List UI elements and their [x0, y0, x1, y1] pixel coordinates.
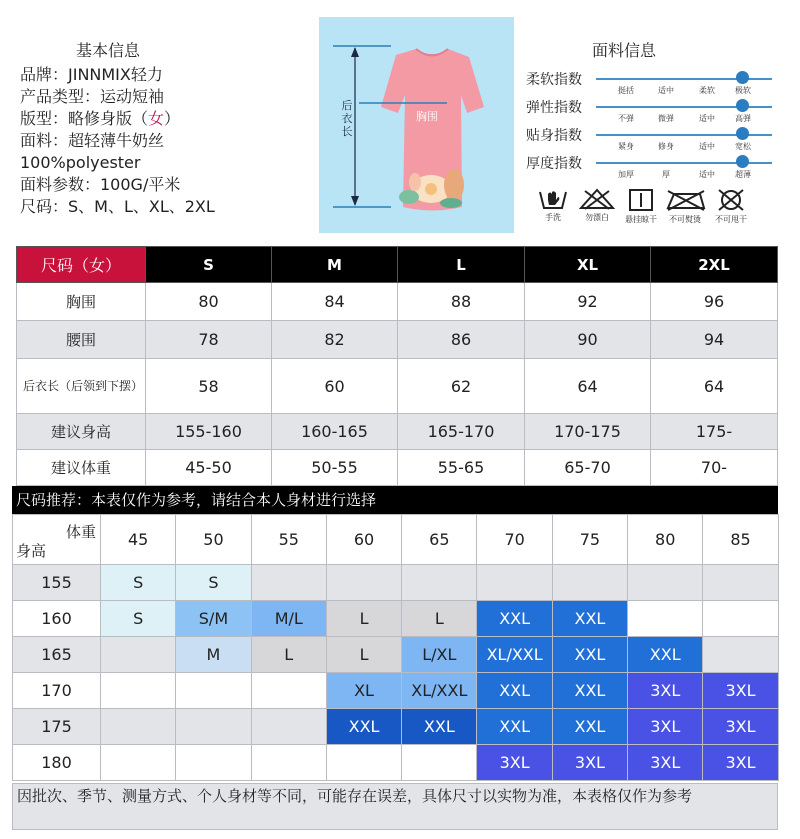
- recommend-size-cell: L/XL: [402, 637, 477, 673]
- fabric-index-row: [524, 151, 786, 179]
- fabric-index-option: 加厚: [618, 170, 634, 179]
- fabric-index-marker: [736, 127, 749, 140]
- height-cell: 160: [13, 601, 101, 637]
- weight-line: 面料参数：100G/平米: [20, 175, 181, 194]
- recommend-size-cell: [251, 673, 326, 709]
- recommend-size-cell: M/L: [251, 601, 326, 637]
- size-table-row: [17, 413, 778, 449]
- height-cell: 165: [13, 637, 101, 673]
- recommend-bar: 尺码推荐：本表仅作为参考，请结合本人身材进行选择: [12, 486, 778, 514]
- size-row-label: 建议体重: [17, 449, 146, 485]
- care-item: [532, 188, 574, 223]
- size-value-cell: 88: [398, 283, 525, 321]
- recommend-size-cell: [176, 745, 251, 781]
- size-header-cell: L: [398, 247, 525, 283]
- size-value-cell: 62: [398, 359, 525, 413]
- fabric-index-option: 适中: [658, 86, 674, 95]
- recommend-size-cell: S: [101, 565, 176, 601]
- recommend-size-cell: [703, 637, 778, 673]
- recommend-size-cell: [251, 709, 326, 745]
- fabric-index-list: [524, 67, 786, 179]
- fabric-index-name: 柔软指数: [526, 72, 582, 88]
- fabric-index-option: 适中: [699, 142, 715, 151]
- height-cell: 155: [13, 565, 101, 601]
- care-label: 勿漂白: [585, 213, 609, 222]
- size-value-cell: 82: [272, 321, 398, 359]
- recommend-size-cell: [628, 601, 703, 637]
- size-value-cell: 64: [651, 359, 778, 413]
- recommend-size-cell: [703, 565, 778, 601]
- size-value-cell: 64: [525, 359, 651, 413]
- weight-header-cell: 45: [101, 515, 176, 565]
- size-header-cell: 尺码（女）: [17, 247, 146, 283]
- size-value-cell: 92: [525, 283, 651, 321]
- recommend-size-cell: XXL: [552, 673, 627, 709]
- size-value-cell: 90: [525, 321, 651, 359]
- weight-axis-label: 体重: [65, 523, 96, 541]
- fabric-index-option: 适中: [699, 114, 715, 123]
- size-value-cell: 160-165: [272, 413, 398, 449]
- recommend-size-cell: XXL: [552, 709, 627, 745]
- no-bleach-icon: [579, 188, 615, 210]
- fabric-index-option: 不弹: [618, 114, 634, 123]
- size-header-cell: XL: [525, 247, 651, 283]
- size-header-cell: S: [146, 247, 272, 283]
- size-table-row: [17, 449, 778, 485]
- fabric-info-panel: [524, 38, 786, 224]
- recommend-size-cell: XXL: [402, 709, 477, 745]
- no-iron-icon: [664, 188, 708, 212]
- no-tumble-dry-icon: [714, 188, 748, 212]
- size-row-label: 腰围: [17, 321, 146, 359]
- height-cell: 175: [13, 709, 101, 745]
- weight-header-cell: 65: [402, 515, 477, 565]
- basic-info-title: 基本信息: [76, 41, 141, 60]
- care-item: [710, 188, 752, 225]
- care-label: 手洗: [545, 213, 561, 222]
- fabric-index-name: 贴身指数: [526, 128, 582, 144]
- brand-line: 品牌：JINNMIX轻力: [20, 65, 163, 84]
- recommend-size-cell: 3XL: [703, 709, 778, 745]
- recommend-size-cell: [101, 673, 176, 709]
- size-row-label: 建议身高: [17, 413, 146, 449]
- recommend-size-cell: 3XL: [552, 745, 627, 781]
- size-header-cell: 2XL: [651, 247, 778, 283]
- recommend-size-cell: 3XL: [477, 745, 552, 781]
- size-value-cell: 58: [146, 359, 272, 413]
- height-cell: 170: [13, 673, 101, 709]
- recommend-table: [12, 514, 779, 781]
- recommend-size-cell: L: [326, 637, 401, 673]
- basic-info-panel: [20, 38, 310, 218]
- fabric-index-option: 紧身: [618, 142, 634, 151]
- size-value-cell: 86: [398, 321, 525, 359]
- hang-dry-icon: [628, 188, 654, 212]
- recommend-size-cell: S: [101, 601, 176, 637]
- fit-prefix: 版型：略修身版（: [20, 109, 149, 128]
- fit-highlight: 女: [148, 109, 165, 128]
- recommend-size-cell: S: [176, 565, 251, 601]
- size-value-cell: 170-175: [525, 413, 651, 449]
- recommend-size-cell: [101, 637, 176, 673]
- fabric-index-option: 高弹: [735, 114, 751, 123]
- back-length-label: 后衣长: [341, 99, 353, 138]
- fit-suffix: ）: [164, 109, 181, 128]
- fabric-info-title: 面料信息: [592, 41, 657, 60]
- size-value-cell: 50-55: [272, 449, 398, 485]
- size-value-cell: 165-170: [398, 413, 525, 449]
- recommend-size-cell: XXL: [552, 637, 627, 673]
- weight-header-cell: 85: [703, 515, 778, 565]
- chest-label: 胸围: [416, 110, 438, 123]
- size-value-cell: 70-: [651, 449, 778, 485]
- height-axis-label: 身高: [16, 542, 47, 560]
- care-label: 不可熨烫: [669, 215, 701, 224]
- weight-header-cell: 75: [552, 515, 627, 565]
- size-value-cell: 155-160: [146, 413, 272, 449]
- product-type-line: 产品类型：运动短袖: [20, 87, 165, 106]
- recommend-size-cell: XXL: [628, 637, 703, 673]
- care-label: 不可甩干: [715, 215, 747, 224]
- size-value-cell: 94: [651, 321, 778, 359]
- size-value-cell: 80: [146, 283, 272, 321]
- recommend-size-cell: [477, 565, 552, 601]
- recommend-size-cell: [176, 709, 251, 745]
- sizes-line: 尺码：S、M、L、XL、2XL: [20, 197, 215, 216]
- fit-line: [20, 108, 310, 130]
- weight-header-cell: 60: [326, 515, 401, 565]
- weight-header-cell: 50: [176, 515, 251, 565]
- size-value-cell: 175-: [651, 413, 778, 449]
- size-table-row: [17, 283, 778, 321]
- recommend-row: [13, 601, 779, 637]
- size-table-row: [17, 321, 778, 359]
- fabric-index-row: [524, 67, 786, 95]
- recommend-size-cell: [101, 709, 176, 745]
- size-value-cell: 84: [272, 283, 398, 321]
- recommend-row: [13, 709, 779, 745]
- recommend-size-cell: [402, 565, 477, 601]
- recommend-size-cell: [552, 565, 627, 601]
- recommend-size-cell: XL/XXL: [477, 637, 552, 673]
- fabric-index-marker: [736, 71, 749, 84]
- recommend-size-cell: [326, 565, 401, 601]
- weight-header-cell: 80: [628, 515, 703, 565]
- size-table-header: [17, 247, 778, 283]
- weight-header-cell: 55: [251, 515, 326, 565]
- size-value-cell: 78: [146, 321, 272, 359]
- recommend-size-cell: [251, 745, 326, 781]
- recommend-size-cell: L: [402, 601, 477, 637]
- recommend-size-cell: 3XL: [628, 709, 703, 745]
- recommend-size-cell: 3XL: [628, 745, 703, 781]
- fabric-index-option: 适中: [699, 170, 715, 179]
- fabric-index-option: 宽松: [735, 142, 751, 151]
- recommend-size-cell: [402, 745, 477, 781]
- shirt-illustration: [319, 17, 514, 233]
- recommend-size-cell: 3XL: [703, 673, 778, 709]
- recommend-size-cell: L: [326, 601, 401, 637]
- care-label: 悬挂晾干: [625, 215, 657, 224]
- corner-cell: [13, 515, 101, 565]
- fabric-index-option: 厚: [662, 170, 670, 179]
- hand-wash-icon: [538, 188, 568, 210]
- fabric-index-marker: [736, 99, 749, 112]
- size-row-label: 后衣长（后领到下摆）: [17, 359, 146, 413]
- fabric-index-option: 超薄: [735, 170, 751, 179]
- size-value-cell: 60: [272, 359, 398, 413]
- fabric-index-option: 修身: [658, 142, 674, 151]
- recommend-size-cell: XXL: [477, 709, 552, 745]
- fabric-index-option: 极软: [735, 86, 751, 95]
- size-value-cell: 96: [651, 283, 778, 321]
- recommend-size-cell: S/M: [176, 601, 251, 637]
- size-header-cell: M: [272, 247, 398, 283]
- recommend-size-cell: [176, 673, 251, 709]
- size-table: [16, 246, 778, 486]
- recommend-header-row: [13, 515, 779, 565]
- recommend-size-cell: XXL: [326, 709, 401, 745]
- recommend-size-cell: XL: [326, 673, 401, 709]
- height-cell: 180: [13, 745, 101, 781]
- care-item: [620, 188, 662, 225]
- size-row-label: 胸围: [17, 283, 146, 321]
- weight-header-cell: 70: [477, 515, 552, 565]
- fabric-index-row: [524, 123, 786, 151]
- recommend-size-cell: [628, 565, 703, 601]
- care-item: [576, 188, 618, 223]
- recommend-row: [13, 673, 779, 709]
- size-value-cell: 55-65: [398, 449, 525, 485]
- recommend-size-cell: XL/XXL: [402, 673, 477, 709]
- fabric-index-name: 弹性指数: [526, 100, 582, 116]
- fabric-index-marker: [736, 155, 749, 168]
- care-icons-row: [532, 188, 792, 230]
- size-value-cell: 65-70: [525, 449, 651, 485]
- footnote: 因批次、季节、测量方式、个人身材等不同，可能存在误差，具体尺寸以实物为准，本表格仅作为参考: [12, 783, 778, 830]
- recommend-size-cell: [251, 565, 326, 601]
- recommend-size-cell: 3XL: [703, 745, 778, 781]
- recommend-row: [13, 637, 779, 673]
- size-table-row: [17, 359, 778, 413]
- recommend-size-cell: [326, 745, 401, 781]
- fabric-index-option: 柔软: [699, 86, 715, 95]
- recommend-size-cell: [101, 745, 176, 781]
- fabric-index-option: 微弹: [658, 114, 674, 123]
- fabric-line: 面料：超轻薄牛奶丝: [20, 131, 165, 150]
- care-item: [664, 188, 706, 225]
- recommend-size-cell: XXL: [552, 601, 627, 637]
- fabric-index-option: 挺括: [618, 86, 634, 95]
- recommend-size-cell: M: [176, 637, 251, 673]
- size-value-cell: 45-50: [146, 449, 272, 485]
- recommend-size-cell: XXL: [477, 601, 552, 637]
- recommend-row: [13, 745, 779, 781]
- recommend-size-cell: XXL: [477, 673, 552, 709]
- recommend-size-cell: [703, 601, 778, 637]
- recommend-row: [13, 565, 779, 601]
- recommend-size-cell: 3XL: [628, 673, 703, 709]
- fabric-index-name: 厚度指数: [526, 156, 582, 172]
- recommend-size-cell: L: [251, 637, 326, 673]
- composition-line: 100%polyester: [20, 153, 141, 172]
- fabric-index-row: [524, 95, 786, 123]
